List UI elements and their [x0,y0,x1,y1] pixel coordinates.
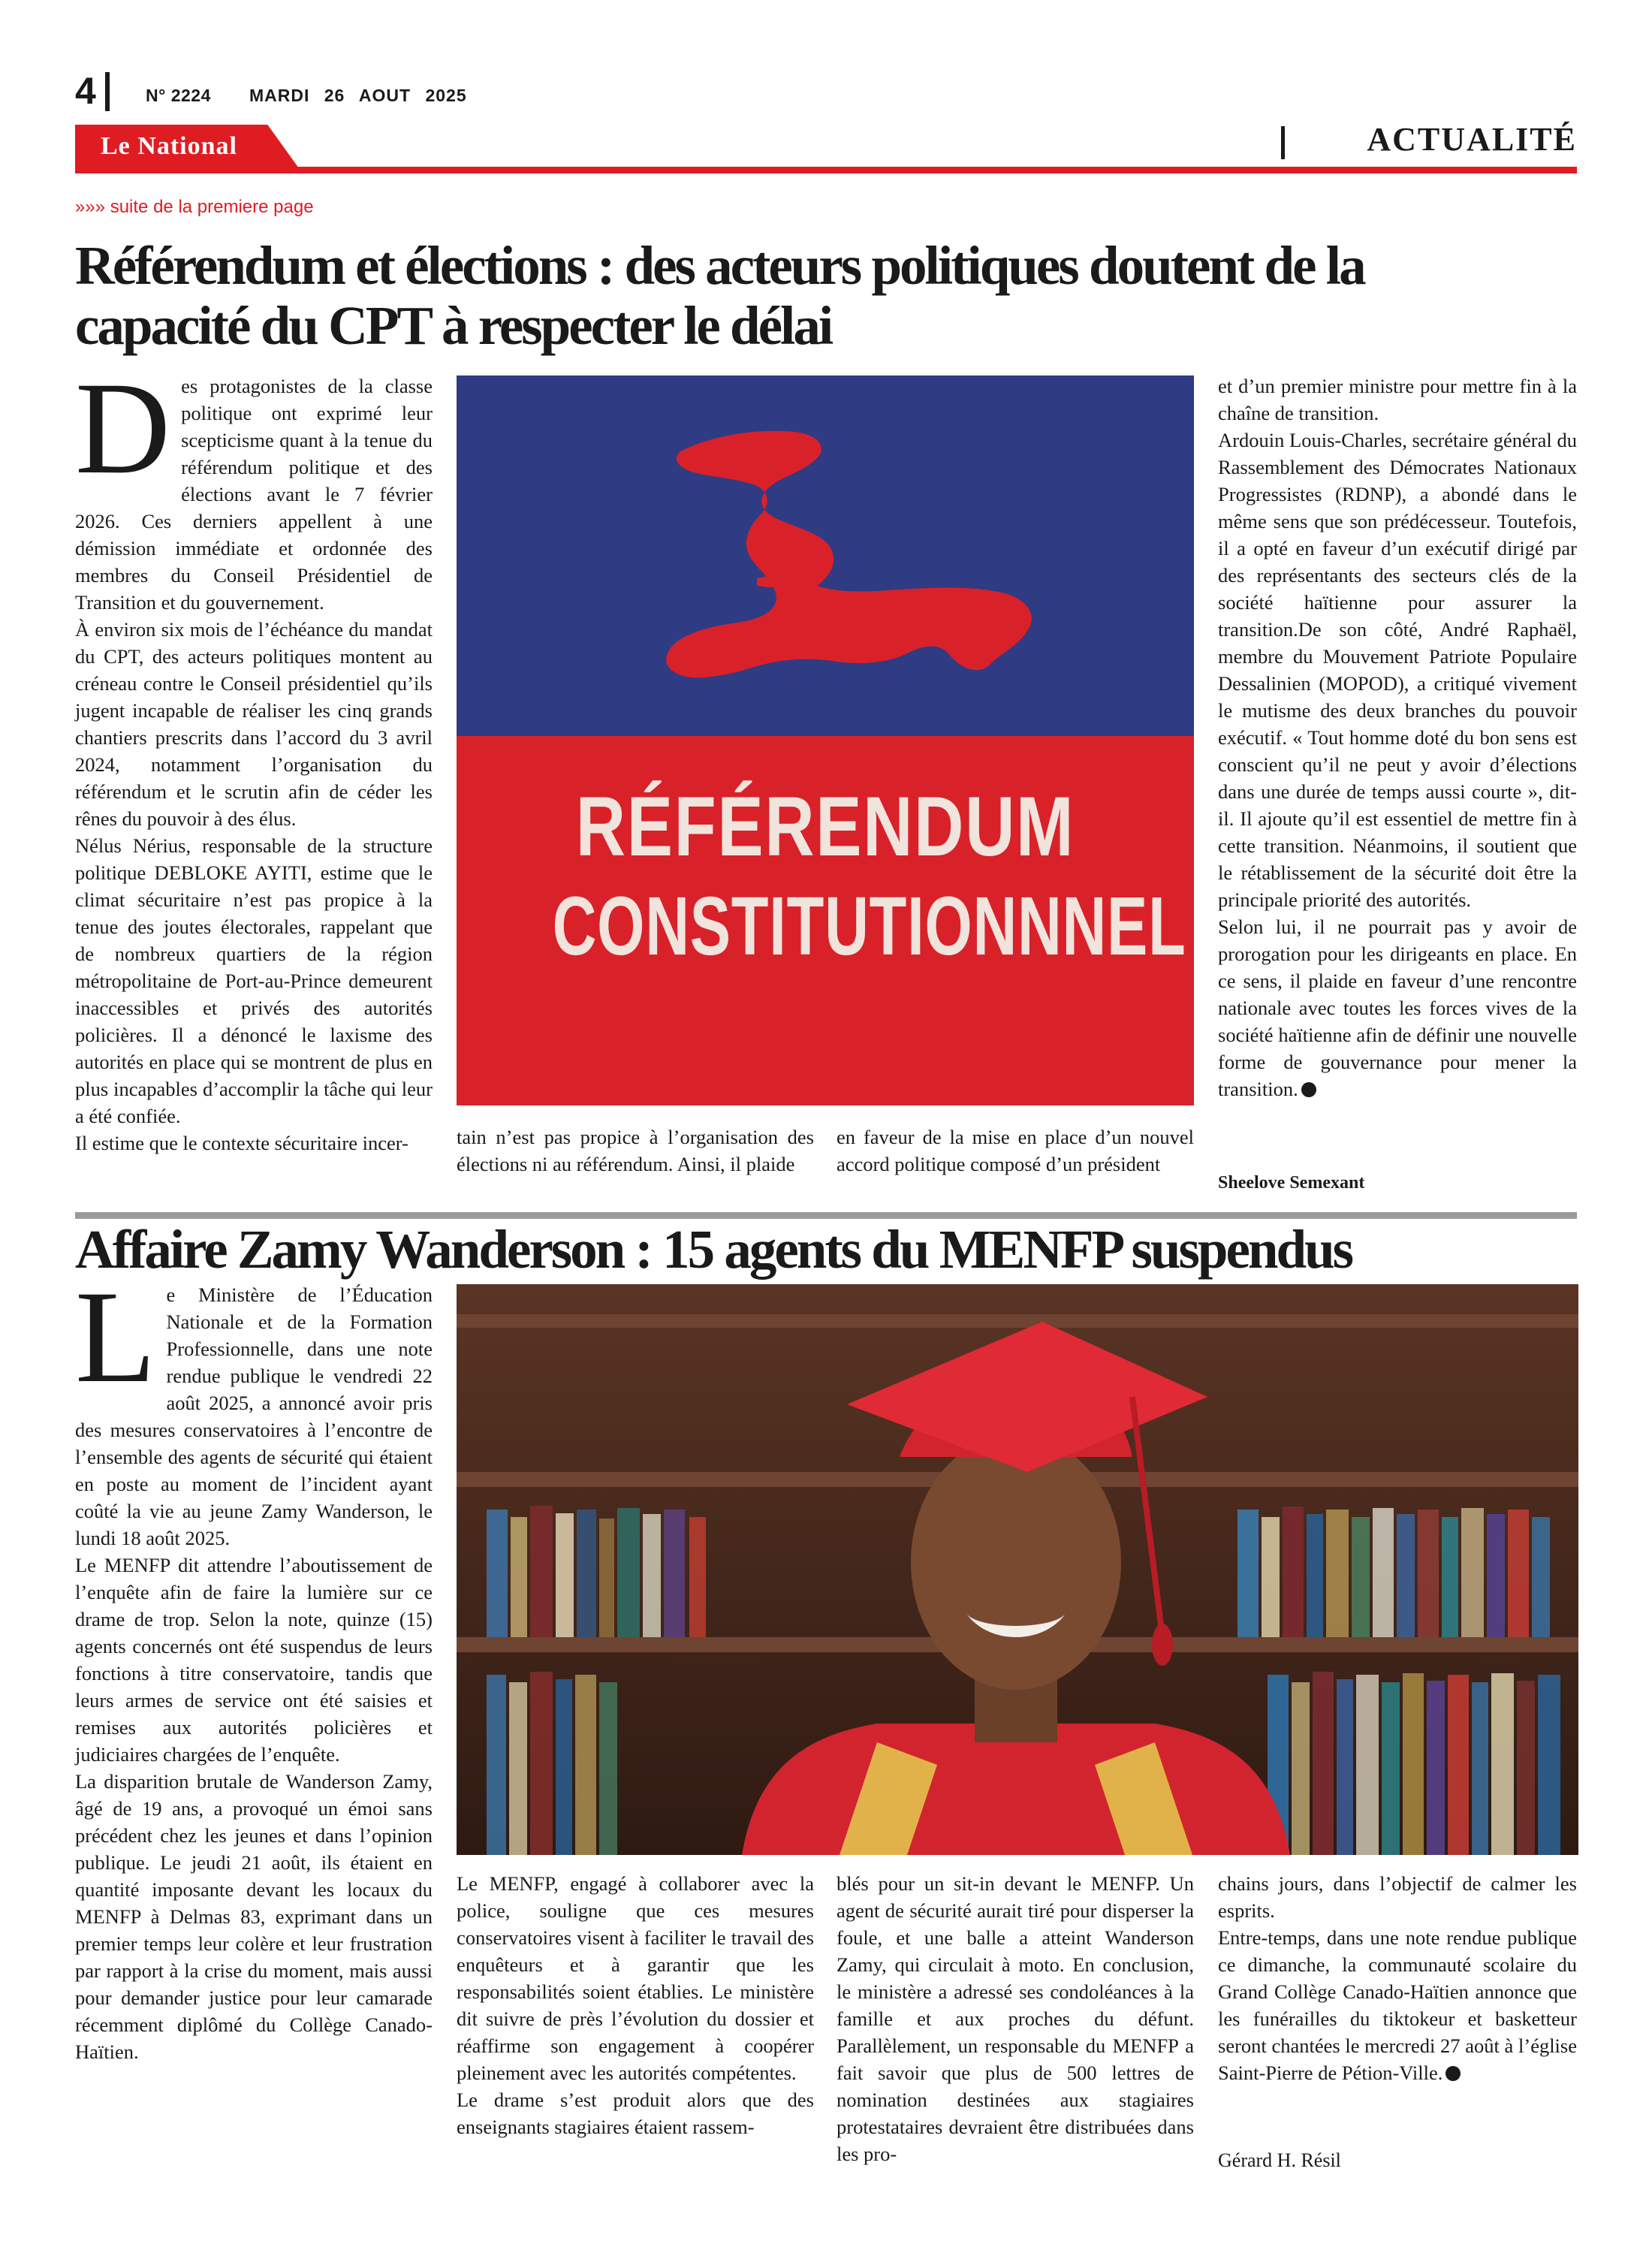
article2-paragraph: Le MENFP, engagé à collaborer avec la police, souligne que ces mesures conservatoires visent à faciliter le travail des enquêteurs et à garantir que les responsabilités soient établies. Le ministère dit suivre de près l’évolution du dossier et réaffirme son engagement à coopérer pleinement avec les autorités compétentes. [457,1872,814,2084]
masthead-logo: Le National [101,132,237,160]
end-of-article-icon [1446,2066,1461,2081]
article1-byline: Sheelove Semexant [1218,1173,1365,1193]
article2-column-2 [457,1870,814,2140]
article1-paragraph: en faveur de la mise en place d’un nouvel accord politique composé d’un président [837,1126,1194,1175]
article2-dropcap: L [75,1264,156,1410]
article1-column-2 [457,1123,814,1178]
article2-paragraph: e Ministère de l’Éducation Nationale et de la Formation Professionnelle, dans une note rendue publique le vendredi 22 août 2025, a annoncé avoir pris des mesures conservatoires à l’encontre de l’ensemble des agents de sécurité qui étaient en poste au moment de l’incident ayant coûté la vie au jeune Zamy Wanderson, le lundi 18 août 2025. [75,1283,433,1549]
section-divider [1281,126,1285,159]
article2-byline: Gérard H. Résil [1218,2149,1341,2171]
haiti-map-icon [569,406,1080,706]
article1-column-4 [1218,372,1577,1102]
article1-headline-line2: capacité du CPT à respecter le délai [75,295,832,356]
referendum-image [457,376,1194,1105]
article2-headline: Affaire Zamy Wanderson : 15 agents du MENFP suspendus [75,1219,1352,1280]
article1-paragraph: es protagonistes de la classe politique ont exprimé leur scepticisme quant à la tenue du référendum politique et des élections avant le 7 février 2026. Ces derniers appellent à une démission immédiate et ordonnée des membres du Conseil Présidentiel de Transition et du gouvernement. [75,375,433,614]
issue-number: N° 2224 [146,86,211,105]
section-label: ACTUALITÉ [1367,121,1577,158]
issue-date: MARDI 26 AOUT 2025 [249,86,467,105]
page-number: 4 [75,70,96,112]
graduate-photo [457,1284,1578,1855]
article1-column-3 [837,1123,1194,1178]
article1-paragraph: et d’un premier ministre pour mettre fin à la chaîne de transition. [1218,375,1577,424]
article1-paragraph: Ardouin Louis-Charles, secrétaire général du Rassemblement des Démocrates Nationaux Progressistes (RDNP), a abondé dans le même sens que son prédécesseur. Toutefois, il a opté en faveur d’un exécutif dirigé par des représentants des secteurs clés de la société haïtienne pour assurer la transition.De son côté, André Raphaël, membre du Mouvement Patriote Populaire Dessalinien (MOPOD), a critiqué vivement le mutisme des deux branches du pouvoir exécutif. « Tout homme doté du bon sens est conscient qu’il ne peut y avoir d’élections dans une durée de temps aussi courte », dit-il. Il ajoute qu’il est essentiel de mettre fin à cette transition. Néanmoins, il soutient que le rétablissement de la sécurité doit être la principale priorité des autorités. [1218,429,1577,911]
article2-paragraph: Le MENFP dit attendre l’aboutissement de l’enquête afin de faire la lumière sur ce drame de trop. Selon la note, quinze (15) agents concernés ont été suspendus de leurs fonctions à titre conservatoire, tandis que leurs armes de service ont été saisies et remises aux autorités policières et judiciaires chargées de l’enquête. [75,1554,433,1766]
article1-headline-line1: Référendum et élections : des acteurs politiques doutent de la [75,235,1364,296]
article2-paragraph: La disparition brutale de Wanderson Zamy, âgé de 19 ans, a provoqué un émoi sans précédent chez les jeunes et dans l’opinion publique. Le jeudi 21 août, ils étaient en quantité imposante devant les locaux du MENFP à Delmas 83, exprimant dans un premier temps leur colère et leur frustration par rapport à la crise du moment, mais aussi pour demander justice pour leur camarade récemment diplômé du Collège Canado-Haïtien. [75,1770,433,2063]
article1-paragraph: Selon lui, il ne pourrait pas y avoir de prorogation pour les dirigeants en place. En ce sens, il plaide en faveur d’une rencontre nationale avec toutes les forces vives de la société haïtienne afin de définir une nouvelle forme de gouvernance pour mener la transition. [1218,915,1577,1100]
article2-column-1 [75,1264,433,2065]
article1-paragraph: À environ six mois de l’échéance du mandat du CPT, des acteurs politiques montent au créneau contre le Conseil présidentiel qu’ils jugent incapable de réaliser les cinq grands chantiers prescrits dans l’accord du 3 avril 2024, notamment l’organisation du référendum et le scrutin afin de céder les rênes du pouvoir à des élus. [75,618,433,830]
continued-kicker: »»» suite de la premiere page [75,197,314,217]
article2-paragraph: chains jours, dans l’objectif de calmer les esprits. [1218,1872,1577,1922]
article2-column-4 [1218,1870,1577,2086]
graduate-photo-illustration [457,1284,1578,1855]
article1-paragraph: tain n’est pas propice à l’organisation des élections ni au référendum. Ainsi, il plaide [457,1126,814,1175]
article1-column-1 [75,355,433,1157]
article2-column-3 [837,1870,1194,2167]
image-text-line1: RÉFÉRENDUM [575,780,1075,873]
article-divider [75,1212,1577,1219]
header-rule [75,167,1577,173]
image-text-line2: CONSTITUTIONNNEL [552,880,1186,973]
article1-paragraph: Il estime que le contexte sécuritaire incer- [75,1132,408,1154]
article2-paragraph: Entre-temps, dans une note rendue publique ce dimanche, la communauté scolaire du Grand Collège Canado-Haïtien annonce que les funérailles du tiktokeur et basketteur seront chantées le mercredi 27 août à l’église Saint-Pierre de Pétion-Ville. [1218,1926,1577,2084]
article2-paragraph: Le drame s’est produit alors que des enseignants stagiaires étaient rassem- [457,2089,814,2138]
article2-paragraph: blés pour un sit-in devant le MENFP. Un agent de sécurité aurait tiré pour disperser la foule, et une balle a atteint Wanderson Zamy, qui circulait à moto. En conclusion, le ministère a adressé ses condoléances à la famille et aux proches du défunt. Parallèlement, un responsable du MENFP a fait savoir que plus de 500 lettres de nomination destinées aux stagiaires protestataires devraient être distribuées dans les pro- [837,1872,1194,2165]
page-number-divider [105,72,110,111]
end-of-article-icon [1301,1082,1316,1097]
article1-dropcap: D [75,355,171,502]
article1-paragraph: Nélus Nérius, responsable de la structure politique DEBLOKE AYITI, estime que le climat sécuritaire n’est pas propice à la tenue des joutes électorales, rappelant que de nombreux quartiers de la région métropolitaine de Port-au-Prince demeurent inaccessibles et privés des autorités policières. Il a dénoncé le laxisme des autorités en place qui se montrent de plus en plus incapables d’accomplir la tâche qui leur a été confiée. [75,834,433,1127]
